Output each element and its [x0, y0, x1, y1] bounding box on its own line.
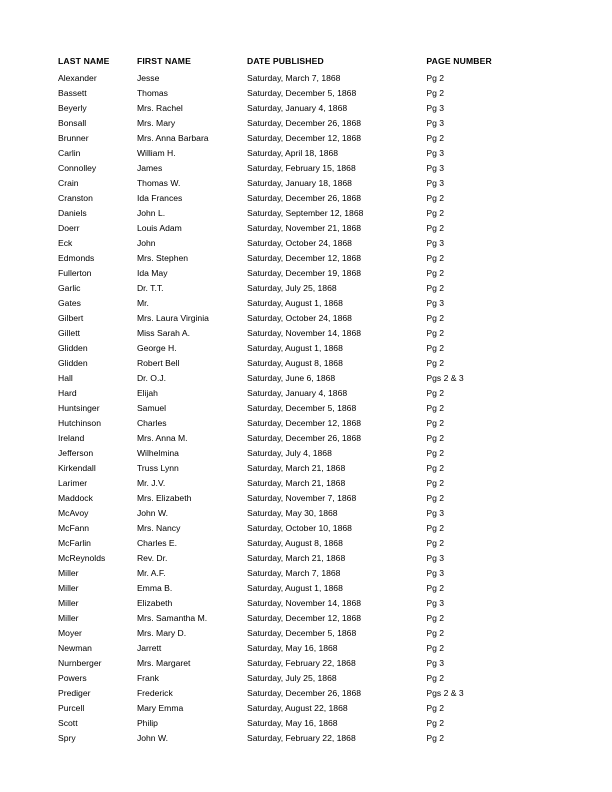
table-row	[58, 191, 558, 206]
cell-date-published: Saturday, March 21, 1868	[246, 553, 346, 563]
cell-last-name: Huntsinger	[58, 403, 100, 413]
table-row	[58, 386, 558, 401]
cell-page-number: Pg 2	[426, 643, 445, 653]
cell-first-name: Mrs. Nancy	[136, 523, 181, 533]
cell-page-number: Pg 2	[426, 73, 445, 83]
cell-date-published: Saturday, November 14, 1868	[246, 598, 361, 608]
table-row	[58, 701, 558, 716]
cell-last-name: Glidden	[58, 343, 88, 353]
cell-date-published: Saturday, November 7, 1868	[246, 493, 357, 503]
cell-last-name: McAvoy	[58, 508, 89, 518]
table-row	[58, 311, 558, 326]
cell-first-name: Thomas	[136, 88, 168, 98]
cell-first-name: Mrs. Anna Barbara	[136, 133, 209, 143]
cell-first-name: Robert Bell	[136, 358, 180, 368]
cell-date-published: Saturday, May 30, 1868	[246, 508, 338, 518]
cell-page-number: Pg 2	[426, 613, 445, 623]
cell-date-published: Saturday, December 12, 1868	[246, 613, 361, 623]
table-row	[58, 671, 558, 686]
cell-date-published: Saturday, March 21, 1868	[246, 478, 346, 488]
cell-first-name: Charles	[136, 418, 167, 428]
table-row	[58, 476, 558, 491]
cell-date-published: Saturday, October 24, 1868	[246, 238, 352, 248]
table-row	[58, 161, 558, 176]
cell-page-number: Pg 2	[426, 268, 445, 278]
cell-date-published: Saturday, July 25, 1868	[246, 673, 337, 683]
cell-date-published: Saturday, February 22, 1868	[246, 658, 356, 668]
cell-page-number: Pg 3	[426, 568, 445, 578]
cell-date-published: Saturday, December 26, 1868	[246, 433, 361, 443]
cell-first-name: James	[136, 163, 163, 173]
cell-last-name: Bassett	[58, 88, 87, 98]
table-row	[58, 101, 558, 116]
cell-date-published: Saturday, December 5, 1868	[246, 88, 357, 98]
cell-last-name: McFarlin	[58, 538, 91, 548]
table-row	[58, 416, 558, 431]
cell-last-name: Spry	[58, 733, 76, 743]
column-header-date-published: DATE PUBLISHED	[246, 56, 324, 66]
cell-last-name: Maddock	[58, 493, 93, 503]
cell-page-number: Pg 2	[426, 433, 445, 443]
table-row	[58, 86, 558, 101]
obituary-index-table	[58, 56, 558, 746]
cell-date-published: Saturday, December 5, 1868	[246, 403, 357, 413]
cell-last-name: Powers	[58, 673, 87, 683]
cell-page-number: Pgs 2 & 3	[426, 688, 464, 698]
cell-last-name: Hutchinson	[58, 418, 101, 428]
cell-page-number: Pg 2	[426, 478, 445, 488]
cell-last-name: Hard	[58, 388, 77, 398]
table-body	[58, 71, 558, 746]
table-row	[58, 521, 558, 536]
cell-page-number: Pg 2	[426, 718, 445, 728]
table-row	[58, 236, 558, 251]
cell-first-name: Truss Lynn	[136, 463, 179, 473]
cell-date-published: Saturday, August 8, 1868	[246, 358, 343, 368]
cell-date-published: Saturday, October 24, 1868	[246, 313, 352, 323]
cell-first-name: William H.	[136, 148, 176, 158]
cell-page-number: Pg 3	[426, 298, 445, 308]
table-row	[58, 281, 558, 296]
cell-last-name: Miller	[58, 613, 79, 623]
cell-date-published: Saturday, February 15, 1868	[246, 163, 356, 173]
cell-last-name: Doerr	[58, 223, 80, 233]
table-header-row	[58, 56, 558, 71]
cell-page-number: Pg 2	[426, 448, 445, 458]
cell-date-published: Saturday, August 1, 1868	[246, 298, 343, 308]
cell-first-name: Elijah	[136, 388, 158, 398]
cell-last-name: Purcell	[58, 703, 85, 713]
cell-last-name: Kirkendall	[58, 463, 96, 473]
cell-first-name: Frederick	[136, 688, 173, 698]
cell-last-name: Newman	[58, 643, 92, 653]
table-row	[58, 506, 558, 521]
cell-first-name: Emma B.	[136, 583, 173, 593]
cell-first-name: Mr. J.V.	[136, 478, 166, 488]
cell-page-number: Pg 2	[426, 403, 445, 413]
cell-page-number: Pg 2	[426, 418, 445, 428]
cell-page-number: Pg 2	[426, 733, 445, 743]
cell-last-name: Garlic	[58, 283, 81, 293]
cell-date-published: Saturday, December 26, 1868	[246, 118, 361, 128]
table-row	[58, 596, 558, 611]
cell-date-published: Saturday, March 7, 1868	[246, 568, 341, 578]
cell-page-number: Pg 2	[426, 193, 445, 203]
cell-last-name: Alexander	[58, 73, 97, 83]
cell-date-published: Saturday, May 16, 1868	[246, 643, 338, 653]
cell-page-number: Pg 2	[426, 223, 445, 233]
cell-date-published: Saturday, January 4, 1868	[246, 103, 348, 113]
cell-last-name: Nurnberger	[58, 658, 102, 668]
cell-page-number: Pg 2	[426, 523, 445, 533]
cell-page-number: Pg 2	[426, 703, 445, 713]
table-row	[58, 641, 558, 656]
table-row	[58, 131, 558, 146]
cell-first-name: Mrs. Samantha M.	[136, 613, 208, 623]
cell-first-name: Charles E.	[136, 538, 178, 548]
cell-page-number: Pg 2	[426, 583, 445, 593]
cell-last-name: McReynolds	[58, 553, 106, 563]
table-row	[58, 356, 558, 371]
cell-page-number: Pg 2	[426, 253, 445, 263]
cell-date-published: Saturday, March 7, 1868	[246, 73, 341, 83]
cell-first-name: Mary Emma	[136, 703, 184, 713]
table-row	[58, 341, 558, 356]
cell-last-name: Scott	[58, 718, 78, 728]
table-row	[58, 146, 558, 161]
cell-page-number: Pg 2	[426, 463, 445, 473]
table-row	[58, 626, 558, 641]
cell-last-name: Brunner	[58, 133, 89, 143]
table-row	[58, 731, 558, 746]
table-row	[58, 716, 558, 731]
cell-page-number: Pgs 2 & 3	[426, 373, 464, 383]
cell-first-name: John W.	[136, 508, 168, 518]
cell-date-published: Saturday, February 22, 1868	[246, 733, 356, 743]
cell-first-name: Mrs. Mary D.	[136, 628, 187, 638]
cell-first-name: Ida Frances	[136, 193, 183, 203]
cell-last-name: Moyer	[58, 628, 82, 638]
cell-first-name: John L.	[136, 208, 166, 218]
cell-last-name: Glidden	[58, 358, 88, 368]
table-row	[58, 326, 558, 341]
cell-first-name: Mrs. Laura Virginia	[136, 313, 209, 323]
cell-page-number: Pg 2	[426, 388, 445, 398]
table-header	[58, 56, 558, 71]
table-row	[58, 221, 558, 236]
cell-date-published: Saturday, June 6, 1868	[246, 373, 336, 383]
cell-date-published: Saturday, January 18, 1868	[246, 178, 352, 188]
cell-first-name: Mrs. Anna M.	[136, 433, 188, 443]
cell-first-name: Miss Sarah A.	[136, 328, 190, 338]
cell-first-name: Philip	[136, 718, 158, 728]
cell-first-name: Mr. A.F.	[136, 568, 166, 578]
cell-first-name: Rev. Dr.	[136, 553, 168, 563]
cell-page-number: Pg 2	[426, 673, 445, 683]
table-row	[58, 686, 558, 701]
cell-first-name: Mrs. Elizabeth	[136, 493, 192, 503]
table-row	[58, 251, 558, 266]
cell-date-published: Saturday, April 18, 1868	[246, 148, 339, 158]
cell-last-name: Hall	[58, 373, 73, 383]
cell-date-published: Saturday, January 4, 1868	[246, 388, 348, 398]
cell-date-published: Saturday, November 14, 1868	[246, 328, 361, 338]
column-header-page-number: PAGE NUMBER	[426, 56, 492, 66]
cell-last-name: Crain	[58, 178, 79, 188]
cell-date-published: Saturday, December 19, 1868	[246, 268, 361, 278]
cell-page-number: Pg 2	[426, 88, 445, 98]
cell-date-published: Saturday, December 26, 1868	[246, 688, 361, 698]
table-row	[58, 116, 558, 131]
table-row	[58, 371, 558, 386]
table-row	[58, 206, 558, 221]
cell-last-name: Larimer	[58, 478, 88, 488]
cell-page-number: Pg 3	[426, 148, 445, 158]
cell-first-name: Dr. O.J.	[136, 373, 167, 383]
cell-last-name: Daniels	[58, 208, 87, 218]
table-row	[58, 431, 558, 446]
table-row	[58, 611, 558, 626]
cell-first-name: John W.	[136, 733, 168, 743]
cell-page-number: Pg 2	[426, 343, 445, 353]
cell-last-name: Beyerly	[58, 103, 87, 113]
cell-last-name: Edmonds	[58, 253, 95, 263]
cell-first-name: Mrs. Rachel	[136, 103, 183, 113]
cell-last-name: Carlin	[58, 148, 81, 158]
cell-first-name: Frank	[136, 673, 159, 683]
cell-first-name: Mrs. Mary	[136, 118, 176, 128]
table-row	[58, 491, 558, 506]
cell-first-name: George H.	[136, 343, 177, 353]
cell-last-name: Miller	[58, 598, 79, 608]
cell-last-name: Gilbert	[58, 313, 84, 323]
cell-date-published: Saturday, August 8, 1868	[246, 538, 343, 548]
cell-date-published: Saturday, December 12, 1868	[246, 133, 361, 143]
cell-last-name: Connolley	[58, 163, 97, 173]
cell-first-name: Jesse	[136, 73, 160, 83]
table-row	[58, 176, 558, 191]
cell-first-name: Jarrett	[136, 643, 162, 653]
cell-page-number: Pg 3	[426, 163, 445, 173]
cell-page-number: Pg 3	[426, 553, 445, 563]
cell-last-name: Bonsall	[58, 118, 87, 128]
cell-date-published: Saturday, December 5, 1868	[246, 628, 357, 638]
cell-first-name: Mrs. Stephen	[136, 253, 189, 263]
cell-last-name: Gates	[58, 298, 81, 308]
cell-page-number: Pg 3	[426, 658, 445, 668]
cell-last-name: Prediger	[58, 688, 91, 698]
table-row	[58, 581, 558, 596]
cell-page-number: Pg 3	[426, 508, 445, 518]
table-row	[58, 461, 558, 476]
cell-last-name: Cranston	[58, 193, 93, 203]
cell-first-name: Dr. T.T.	[136, 283, 164, 293]
cell-last-name: McFann	[58, 523, 90, 533]
cell-date-published: Saturday, September 12, 1868	[246, 208, 364, 218]
cell-last-name: Gillett	[58, 328, 80, 338]
table-row	[58, 536, 558, 551]
column-header-first-name: FIRST NAME	[136, 56, 191, 66]
cell-date-published: Saturday, December 12, 1868	[246, 418, 361, 428]
cell-date-published: Saturday, July 4, 1868	[246, 448, 332, 458]
table-row	[58, 566, 558, 581]
cell-date-published: Saturday, July 25, 1868	[246, 283, 337, 293]
cell-first-name: Samuel	[136, 403, 167, 413]
cell-date-published: Saturday, December 12, 1868	[246, 253, 361, 263]
cell-last-name: Ireland	[58, 433, 85, 443]
cell-last-name: Jefferson	[58, 448, 94, 458]
cell-last-name: Eck	[58, 238, 73, 248]
cell-page-number: Pg 2	[426, 538, 445, 548]
table-row	[58, 656, 558, 671]
cell-page-number: Pg 3	[426, 118, 445, 128]
cell-date-published: Saturday, December 26, 1868	[246, 193, 361, 203]
cell-date-published: Saturday, August 1, 1868	[246, 583, 343, 593]
cell-last-name: Miller	[58, 583, 79, 593]
cell-page-number: Pg 2	[426, 493, 445, 503]
cell-page-number: Pg 2	[426, 328, 445, 338]
cell-page-number: Pg 2	[426, 628, 445, 638]
cell-page-number: Pg 2	[426, 133, 445, 143]
cell-last-name: Fullerton	[58, 268, 92, 278]
cell-date-published: Saturday, August 1, 1868	[246, 343, 343, 353]
cell-page-number: Pg 3	[426, 178, 445, 188]
table-row	[58, 71, 558, 86]
cell-page-number: Pg 2	[426, 208, 445, 218]
cell-first-name: Louis Adam	[136, 223, 182, 233]
table-row	[58, 446, 558, 461]
cell-page-number: Pg 2	[426, 313, 445, 323]
cell-page-number: Pg 2	[426, 358, 445, 368]
cell-date-published: Saturday, March 21, 1868	[246, 463, 346, 473]
cell-first-name: Wilhelmina	[136, 448, 179, 458]
table-row	[58, 266, 558, 281]
cell-date-published: Saturday, May 16, 1868	[246, 718, 338, 728]
cell-page-number: Pg 3	[426, 598, 445, 608]
cell-first-name: Mr.	[136, 298, 149, 308]
cell-first-name: Ida May	[136, 268, 168, 278]
column-header-last-name: LAST NAME	[58, 56, 110, 66]
table-row	[58, 551, 558, 566]
cell-date-published: Saturday, October 10, 1868	[246, 523, 352, 533]
cell-first-name: Elizabeth	[136, 598, 173, 608]
cell-first-name: Thomas W.	[136, 178, 181, 188]
cell-date-published: Saturday, August 22, 1868	[246, 703, 348, 713]
table-row	[58, 296, 558, 311]
cell-page-number: Pg 3	[426, 103, 445, 113]
cell-first-name: Mrs. Margaret	[136, 658, 191, 668]
cell-date-published: Saturday, November 21, 1868	[246, 223, 361, 233]
cell-first-name: John	[136, 238, 156, 248]
table-row	[58, 401, 558, 416]
cell-last-name: Miller	[58, 568, 79, 578]
cell-page-number: Pg 3	[426, 238, 445, 248]
cell-page-number: Pg 2	[426, 283, 445, 293]
